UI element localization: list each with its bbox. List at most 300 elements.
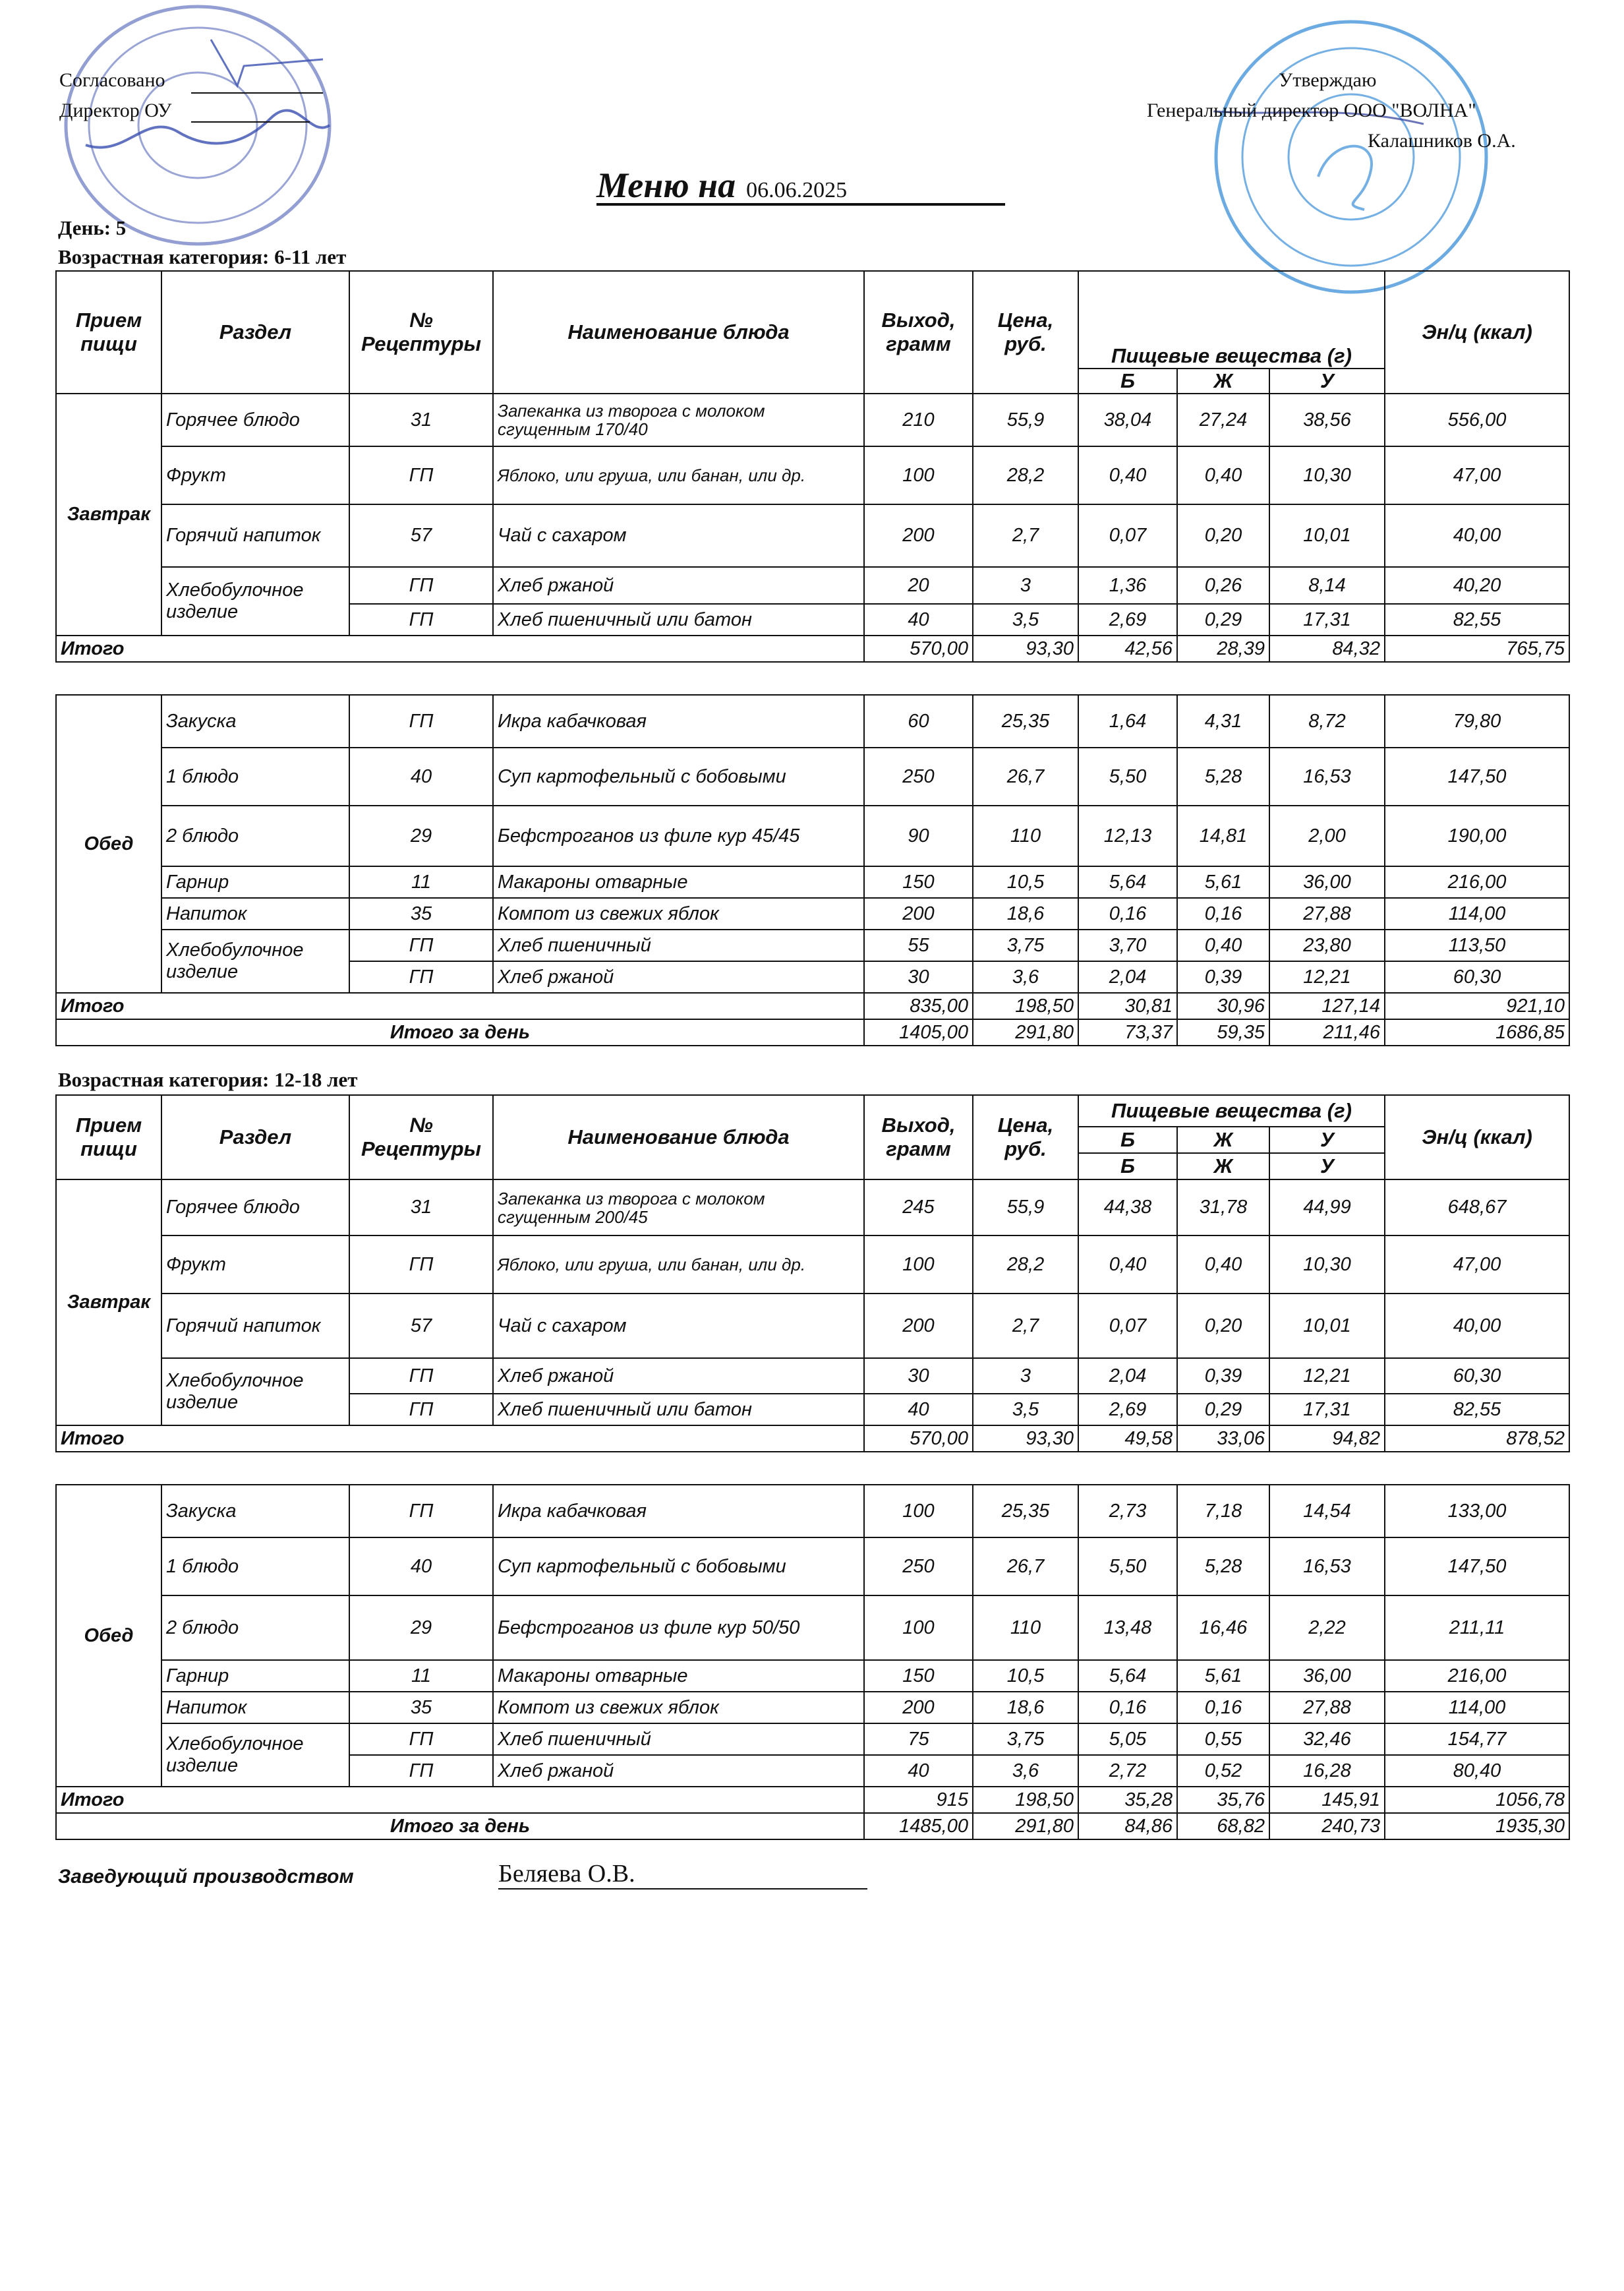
protein-cell: 38,04 (1078, 394, 1177, 446)
energy-cell: 60,30 (1385, 961, 1569, 993)
table-row (56, 695, 1569, 748)
energy-cell: 82,55 (1385, 1394, 1569, 1425)
table-row (56, 1485, 1569, 1537)
carb-cell: 10,30 (1269, 446, 1385, 504)
total-row (56, 1787, 1569, 1813)
recipe-cell: ГП (349, 1235, 493, 1294)
energy-cell: 40,20 (1385, 567, 1569, 604)
price-cell: 2,7 (973, 504, 1078, 567)
dish-cell: Хлеб пшеничный или батон (493, 604, 864, 636)
dish-cell: Компот из свежих яблок (493, 898, 864, 930)
dish-cell: Хлеб ржаной (493, 1358, 864, 1394)
price-cell: 18,6 (973, 1692, 1078, 1723)
col-u-header: У (1269, 369, 1385, 394)
protein-cell: 0,40 (1078, 446, 1177, 504)
weight-cell: 200 (864, 898, 973, 930)
table-row (56, 1723, 1569, 1755)
table-row (56, 1235, 1569, 1294)
section-cell: Закуска (161, 1485, 349, 1537)
carb-cell: 14,54 (1269, 1485, 1385, 1537)
price-cell: 3,6 (973, 1755, 1078, 1787)
energy-cell: 216,00 (1385, 866, 1569, 898)
weight-cell: 60 (864, 695, 973, 748)
day-total-b-cell: 73,37 (1078, 1019, 1177, 1046)
weight-cell: 200 (864, 1692, 973, 1723)
table-row (56, 806, 1569, 866)
production-manager-label: Заведующий производством (58, 1866, 354, 1888)
menu-title-label: Меню на (596, 165, 736, 205)
energy-cell: 82,55 (1385, 604, 1569, 636)
table-row (56, 1692, 1569, 1723)
col-zh-header: Ж (1177, 369, 1269, 394)
total-label: Итого (56, 993, 864, 1019)
fat-cell: 0,40 (1177, 1235, 1269, 1294)
fat-cell: 0,39 (1177, 1358, 1269, 1394)
age-category-2-title: Возрастная категория: 12-18 лет (58, 1068, 358, 1091)
section-cell: Хлебобулочное изделие (161, 1723, 349, 1787)
table-row (56, 1537, 1569, 1595)
total-zh-cell: 28,39 (1177, 636, 1269, 662)
price-cell: 3 (973, 567, 1078, 604)
table-row (56, 504, 1569, 567)
carb-cell: 8,14 (1269, 567, 1385, 604)
dish-cell: Яблоко, или груша, или банан, или др. (493, 1235, 864, 1294)
energy-cell: 60,30 (1385, 1358, 1569, 1394)
age-category-1-title: Возрастная категория: 6-11 лет (58, 245, 347, 268)
col-nutrients-header: Пищевые вещества (г) (1078, 271, 1385, 369)
total-b-cell: 42,56 (1078, 636, 1177, 662)
weight-cell: 55 (864, 930, 973, 961)
price-cell: 25,35 (973, 695, 1078, 748)
energy-cell: 47,00 (1385, 1235, 1569, 1294)
energy-cell: 114,00 (1385, 1692, 1569, 1723)
recipe-cell: 57 (349, 1294, 493, 1358)
recipe-cell: ГП (349, 1723, 493, 1755)
weight-cell: 100 (864, 1595, 973, 1660)
weight-cell: 40 (864, 1755, 973, 1787)
col-b-header: Б (1078, 1127, 1177, 1153)
day-total-row (56, 1813, 1569, 1839)
price-cell: 2,7 (973, 1294, 1078, 1358)
total-price-cell: 93,30 (973, 1425, 1078, 1452)
day-total-label: Итого за день (56, 1813, 864, 1839)
total-u-cell: 145,91 (1269, 1787, 1385, 1813)
recipe-cell: 29 (349, 1595, 493, 1660)
menu-table-12-18 (55, 1094, 1570, 1840)
recipe-cell: ГП (349, 1755, 493, 1787)
col-meal-header: Прием пищи (56, 271, 161, 394)
day-label: День: 5 (58, 216, 127, 239)
total-weight-cell: 570,00 (864, 636, 973, 662)
protein-cell: 0,40 (1078, 1235, 1177, 1294)
dish-cell: Хлеб пшеничный (493, 1723, 864, 1755)
section-cell: Горячее блюдо (161, 1179, 349, 1235)
recipe-cell: ГП (349, 604, 493, 636)
price-cell: 26,7 (973, 748, 1078, 806)
col-energy-header: Эн/ц (ккал) (1385, 271, 1569, 394)
price-cell: 28,2 (973, 1235, 1078, 1294)
protein-cell: 3,70 (1078, 930, 1177, 961)
price-cell: 3,6 (973, 961, 1078, 993)
protein-cell: 44,38 (1078, 1179, 1177, 1235)
price-cell: 3,75 (973, 930, 1078, 961)
section-cell: 1 блюдо (161, 748, 349, 806)
total-u-cell: 84,32 (1269, 636, 1385, 662)
protein-cell: 2,73 (1078, 1485, 1177, 1537)
weight-cell: 210 (864, 394, 973, 446)
title-underline (596, 203, 1005, 206)
col-section-header: Раздел (161, 1095, 349, 1179)
dish-cell: Икра кабачковая (493, 695, 864, 748)
director-label: Директор ОУ (59, 100, 172, 121)
carb-cell: 17,31 (1269, 1394, 1385, 1425)
total-zh-cell: 33,06 (1177, 1425, 1269, 1452)
table-row (56, 866, 1569, 898)
total-price-cell: 198,50 (973, 993, 1078, 1019)
recipe-cell: 40 (349, 748, 493, 806)
dish-cell: Запеканка из творога с молоком сгущенным 170/40 (493, 394, 864, 446)
recipe-cell: 40 (349, 1537, 493, 1595)
total-energy-cell: 765,75 (1385, 636, 1569, 662)
protein-cell: 5,50 (1078, 1537, 1177, 1595)
spacer-row (56, 662, 1569, 695)
dish-cell: Хлеб пшеничный (493, 930, 864, 961)
dish-cell: Суп картофельный с бобовыми (493, 1537, 864, 1595)
day-total-u-cell: 240,73 (1269, 1813, 1385, 1839)
col-b-header: Б (1078, 369, 1177, 394)
protein-cell: 1,36 (1078, 567, 1177, 604)
price-cell: 3,75 (973, 1723, 1078, 1755)
fat-cell: 0,16 (1177, 898, 1269, 930)
weight-cell: 200 (864, 1294, 973, 1358)
recipe-cell: ГП (349, 961, 493, 993)
carb-cell: 23,80 (1269, 930, 1385, 961)
fat-cell: 27,24 (1177, 394, 1269, 446)
total-b-cell: 49,58 (1078, 1425, 1177, 1452)
price-cell: 3,5 (973, 604, 1078, 636)
day-total-energy-cell: 1686,85 (1385, 1019, 1569, 1046)
total-weight-cell: 915 (864, 1787, 973, 1813)
section-cell: Хлебобулочное изделие (161, 1358, 349, 1425)
carb-cell: 32,46 (1269, 1723, 1385, 1755)
weight-cell: 150 (864, 866, 973, 898)
fat-cell: 0,16 (1177, 1692, 1269, 1723)
price-cell: 3 (973, 1358, 1078, 1394)
total-u-cell: 94,82 (1269, 1425, 1385, 1452)
fat-cell: 0,52 (1177, 1755, 1269, 1787)
carb-cell: 2,00 (1269, 806, 1385, 866)
day-total-price-cell: 291,80 (973, 1019, 1078, 1046)
total-zh-cell: 30,96 (1177, 993, 1269, 1019)
protein-cell: 12,13 (1078, 806, 1177, 866)
protein-cell: 13,48 (1078, 1595, 1177, 1660)
protein-cell: 5,64 (1078, 866, 1177, 898)
price-cell: 10,5 (973, 866, 1078, 898)
col-dish-header: Наименование блюда (493, 1095, 864, 1179)
carb-cell: 27,88 (1269, 1692, 1385, 1723)
dish-cell: Чай с сахаром (493, 1294, 864, 1358)
carb-cell: 44,99 (1269, 1179, 1385, 1235)
total-zh-cell: 35,76 (1177, 1787, 1269, 1813)
energy-cell: 147,50 (1385, 748, 1569, 806)
total-weight-cell: 570,00 (864, 1425, 973, 1452)
total-label: Итого (56, 636, 864, 662)
protein-cell: 0,07 (1078, 504, 1177, 567)
menu-table-6-11 (55, 270, 1570, 1046)
carb-cell: 10,30 (1269, 1235, 1385, 1294)
energy-cell: 216,00 (1385, 1660, 1569, 1692)
total-price-cell: 198,50 (973, 1787, 1078, 1813)
table-row (56, 748, 1569, 806)
section-cell: Хлебобулочное изделие (161, 930, 349, 993)
weight-cell: 100 (864, 1485, 973, 1537)
protein-cell: 2,72 (1078, 1755, 1177, 1787)
meal-name: Обед (56, 1485, 161, 1787)
dish-cell: Хлеб пшеничный или батон (493, 1394, 864, 1425)
section-cell: Закуска (161, 695, 349, 748)
energy-cell: 211,11 (1385, 1595, 1569, 1660)
price-cell: 10,5 (973, 1660, 1078, 1692)
recipe-cell: ГП (349, 1358, 493, 1394)
price-cell: 25,35 (973, 1485, 1078, 1537)
recipe-cell: 35 (349, 1692, 493, 1723)
protein-cell: 0,16 (1078, 898, 1177, 930)
day-total-weight-cell: 1405,00 (864, 1019, 973, 1046)
weight-cell: 250 (864, 1537, 973, 1595)
section-cell: Фрукт (161, 1235, 349, 1294)
recipe-cell: 57 (349, 504, 493, 567)
energy-cell: 154,77 (1385, 1723, 1569, 1755)
approval-left-label: Согласовано (59, 69, 165, 91)
production-manager-name: Беляева О.В. (498, 1859, 867, 1889)
col-weight-header: Выход, грамм (864, 1095, 973, 1179)
table-row (56, 567, 1569, 604)
fat-cell: 0,26 (1177, 567, 1269, 604)
energy-cell: 113,50 (1385, 930, 1569, 961)
weight-cell: 20 (864, 567, 973, 604)
dish-cell: Суп картофельный с бобовыми (493, 748, 864, 806)
recipe-cell: 31 (349, 1179, 493, 1235)
total-energy-cell: 878,52 (1385, 1425, 1569, 1452)
day-total-label: Итого за день (56, 1019, 864, 1046)
carb-cell: 10,01 (1269, 504, 1385, 567)
table-row (56, 1660, 1569, 1692)
col-zh-header: Ж (1177, 1153, 1269, 1179)
fat-cell: 5,28 (1177, 748, 1269, 806)
weight-cell: 30 (864, 1358, 973, 1394)
recipe-cell: ГП (349, 930, 493, 961)
section-cell: Горячее блюдо (161, 394, 349, 446)
carb-cell: 27,88 (1269, 898, 1385, 930)
carb-cell: 36,00 (1269, 1660, 1385, 1692)
fat-cell: 0,40 (1177, 446, 1269, 504)
total-u-cell: 127,14 (1269, 993, 1385, 1019)
carb-cell: 12,21 (1269, 1358, 1385, 1394)
carb-cell: 10,01 (1269, 1294, 1385, 1358)
col-b-header: Б (1078, 1153, 1177, 1179)
energy-cell: 648,67 (1385, 1179, 1569, 1235)
recipe-cell: 31 (349, 394, 493, 446)
fat-cell: 0,29 (1177, 1394, 1269, 1425)
dish-cell: Хлеб ржаной (493, 567, 864, 604)
col-energy-header: Эн/ц (ккал) (1385, 1095, 1569, 1179)
total-row (56, 1425, 1569, 1452)
spacer-cell (56, 1452, 1569, 1485)
fat-cell: 0,20 (1177, 504, 1269, 567)
carb-cell: 17,31 (1269, 604, 1385, 636)
total-label: Итого (56, 1787, 864, 1813)
weight-cell: 245 (864, 1179, 973, 1235)
recipe-cell: ГП (349, 695, 493, 748)
recipe-cell: 29 (349, 806, 493, 866)
weight-cell: 40 (864, 1394, 973, 1425)
approval-right-label: Утверждаю (1279, 69, 1377, 91)
weight-cell: 30 (864, 961, 973, 993)
section-cell: Горячий напиток (161, 1294, 349, 1358)
day-total-row (56, 1019, 1569, 1046)
energy-cell: 114,00 (1385, 898, 1569, 930)
table-row (56, 898, 1569, 930)
dish-cell: Запеканка из творога с молоком сгущенным 200/45 (493, 1179, 864, 1235)
recipe-cell: 11 (349, 866, 493, 898)
fat-cell: 5,28 (1177, 1537, 1269, 1595)
section-cell: Хлебобулочное изделие (161, 567, 349, 636)
energy-cell: 79,80 (1385, 695, 1569, 748)
dish-cell: Хлеб ржаной (493, 961, 864, 993)
section-cell: 2 блюдо (161, 806, 349, 866)
total-row (56, 993, 1569, 1019)
col-price-header: Цена, руб. (973, 1095, 1078, 1179)
recipe-cell: ГП (349, 446, 493, 504)
protein-cell: 0,16 (1078, 1692, 1177, 1723)
energy-cell: 47,00 (1385, 446, 1569, 504)
table-row (56, 1294, 1569, 1358)
weight-cell: 40 (864, 604, 973, 636)
price-cell: 55,9 (973, 394, 1078, 446)
fat-cell: 4,31 (1177, 695, 1269, 748)
weight-cell: 100 (864, 1235, 973, 1294)
energy-cell: 190,00 (1385, 806, 1569, 866)
weight-cell: 250 (864, 748, 973, 806)
table-row (56, 1595, 1569, 1660)
dish-cell: Чай с сахаром (493, 504, 864, 567)
section-cell: Гарнир (161, 1660, 349, 1692)
section-cell: Гарнир (161, 866, 349, 898)
carb-cell: 16,53 (1269, 1537, 1385, 1595)
fat-cell: 0,20 (1177, 1294, 1269, 1358)
price-cell: 110 (973, 1595, 1078, 1660)
col-u-header: У (1269, 1127, 1385, 1153)
day-total-zh-cell: 59,35 (1177, 1019, 1269, 1046)
dish-cell: Икра кабачковая (493, 1485, 864, 1537)
energy-cell: 80,40 (1385, 1755, 1569, 1787)
recipe-cell: 11 (349, 1660, 493, 1692)
table-row (56, 1358, 1569, 1394)
col-zh-header: Ж (1177, 1127, 1269, 1153)
fat-cell: 14,81 (1177, 806, 1269, 866)
section-cell: Горячий напиток (161, 504, 349, 567)
table-row (56, 930, 1569, 961)
weight-cell: 90 (864, 806, 973, 866)
weight-cell: 200 (864, 504, 973, 567)
recipe-cell: ГП (349, 1394, 493, 1425)
fat-cell: 5,61 (1177, 866, 1269, 898)
carb-cell: 2,22 (1269, 1595, 1385, 1660)
fat-cell: 0,55 (1177, 1723, 1269, 1755)
total-price-cell: 93,30 (973, 636, 1078, 662)
dish-cell: Бефстроганов из филе кур 45/45 (493, 806, 864, 866)
section-cell: 1 блюдо (161, 1537, 349, 1595)
dish-cell: Яблоко, или груша, или банан, или др. (493, 446, 864, 504)
dish-cell: Бефстроганов из филе кур 50/50 (493, 1595, 864, 1660)
total-row (56, 636, 1569, 662)
table-row (56, 446, 1569, 504)
price-cell: 26,7 (973, 1537, 1078, 1595)
total-energy-cell: 1056,78 (1385, 1787, 1569, 1813)
menu-title (596, 165, 1005, 206)
signature-line (191, 121, 310, 123)
col-u-header: У (1269, 1153, 1385, 1179)
section-cell: 2 блюдо (161, 1595, 349, 1660)
col-price-header: Цена, руб. (973, 271, 1078, 394)
col-nutrients-header: Пищевые вещества (г) (1078, 1095, 1385, 1127)
fat-cell: 5,61 (1177, 1660, 1269, 1692)
general-director-label: Генеральный директор ООО "ВОЛНА" (1147, 100, 1476, 121)
energy-cell: 133,00 (1385, 1485, 1569, 1537)
fat-cell: 0,40 (1177, 930, 1269, 961)
protein-cell: 5,50 (1078, 748, 1177, 806)
fat-cell: 0,29 (1177, 604, 1269, 636)
recipe-cell: ГП (349, 567, 493, 604)
table-row (56, 1179, 1569, 1235)
col-section-header: Раздел (161, 271, 349, 394)
fat-cell: 7,18 (1177, 1485, 1269, 1537)
protein-cell: 2,04 (1078, 961, 1177, 993)
section-cell: Напиток (161, 1692, 349, 1723)
fat-cell: 0,39 (1177, 961, 1269, 993)
dish-cell: Макароны отварные (493, 866, 864, 898)
section-cell: Напиток (161, 898, 349, 930)
spacer-row (56, 1452, 1569, 1485)
carb-cell: 38,56 (1269, 394, 1385, 446)
col-dish-header: Наименование блюда (493, 271, 864, 394)
meal-name: Завтрак (56, 1179, 161, 1425)
price-cell: 55,9 (973, 1179, 1078, 1235)
carb-cell: 8,72 (1269, 695, 1385, 748)
protein-cell: 2,69 (1078, 604, 1177, 636)
carb-cell: 12,21 (1269, 961, 1385, 993)
day-total-energy-cell: 1935,30 (1385, 1813, 1569, 1839)
signature-line (191, 92, 323, 94)
energy-cell: 556,00 (1385, 394, 1569, 446)
price-cell: 28,2 (973, 446, 1078, 504)
dish-cell: Компот из свежих яблок (493, 1692, 864, 1723)
dish-cell: Хлеб ржаной (493, 1755, 864, 1787)
price-cell: 18,6 (973, 898, 1078, 930)
weight-cell: 100 (864, 446, 973, 504)
carb-cell: 16,28 (1269, 1755, 1385, 1787)
col-meal-header: Прием пищи (56, 1095, 161, 1179)
carb-cell: 16,53 (1269, 748, 1385, 806)
table-row (56, 394, 1569, 446)
day-total-u-cell: 211,46 (1269, 1019, 1385, 1046)
weight-cell: 150 (864, 1660, 973, 1692)
fat-cell: 31,78 (1177, 1179, 1269, 1235)
protein-cell: 5,64 (1078, 1660, 1177, 1692)
weight-cell: 75 (864, 1723, 973, 1755)
col-recipe-header: № Рецептуры (349, 1095, 493, 1179)
day-total-price-cell: 291,80 (973, 1813, 1078, 1839)
